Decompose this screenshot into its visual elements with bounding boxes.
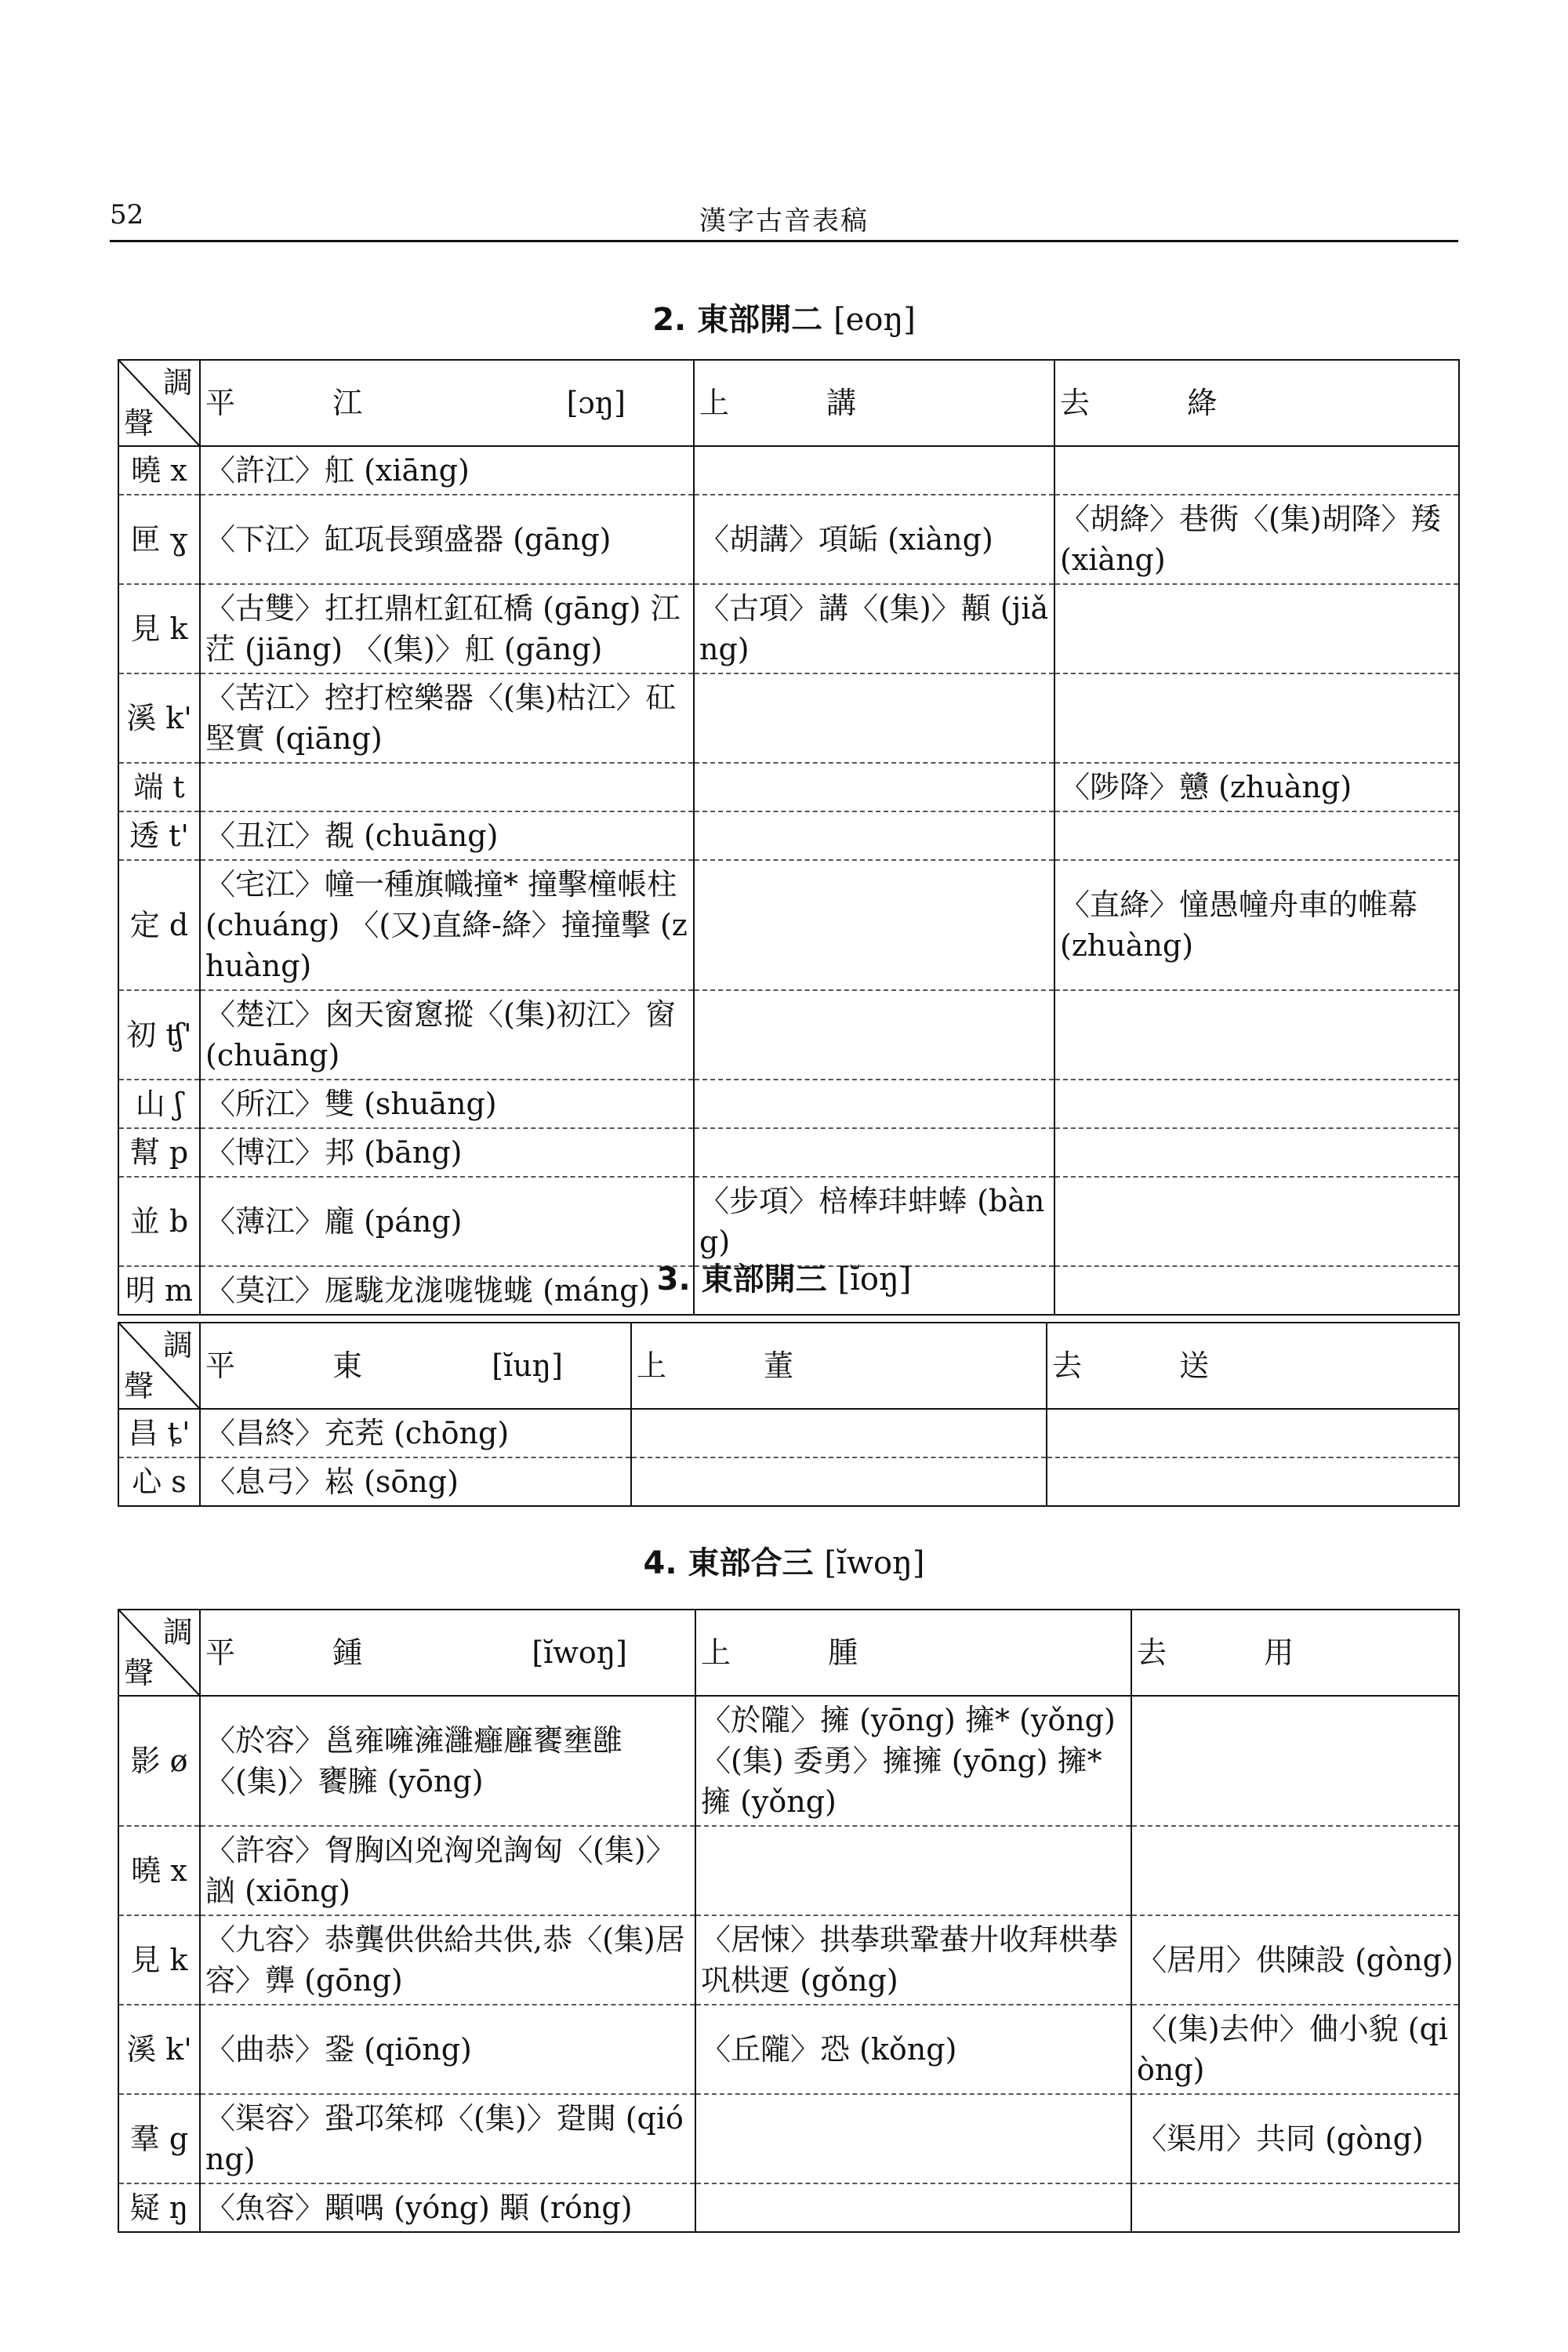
ping-cell: 〈宅江〉幢一種旗幟撞* 撞擊橦帳柱 (chuáng) 〈(又)直絳-絳〉撞撞擊 (zhuàng) (200, 860, 694, 990)
initial-cell: 羣 g (118, 2094, 200, 2183)
tone-header-qu: 去 用 (1131, 1610, 1459, 1696)
header-rule (110, 240, 1458, 242)
ping-cell: 〈楚江〉囪天窗窻摐〈(集)初江〉窗 (chuāng) (200, 990, 694, 1080)
shang-cell: 〈胡講〉項缿 (xiàng) (694, 495, 1054, 584)
table-row (118, 990, 1459, 1080)
section-title-ipa: [eoŋ] (833, 302, 916, 338)
qu-cell (1054, 584, 1459, 673)
shang-cell (631, 1409, 1047, 1457)
qu-cell (1054, 446, 1459, 495)
table-row (118, 1177, 1459, 1266)
shang-cell: 〈於隴〉擁 (yōng) 擁* (yǒng)〈(集) 委勇〉擁擁 (yōng) 擁* 擁 (yǒng) (695, 1696, 1131, 1826)
shang-cell (631, 1457, 1047, 1506)
ping-cell: 〈於容〉邕雍噰澭灉癰廱饔壅雝 〈(集)〉饔臃 (yōng) (200, 1696, 695, 1826)
table-corner: 調 聲 (118, 1610, 200, 1696)
ping-cell: 〈昌終〉充茺 (chōng) (200, 1409, 631, 1457)
shang-cell: 〈步項〉棓棒玤蚌蜯 (bàng) (694, 1177, 1054, 1266)
ping-cell: 〈博江〉邦 (bāng) (200, 1128, 694, 1177)
table-row (118, 860, 1459, 990)
shang-cell (694, 1080, 1054, 1128)
table-corner: 調 聲 (118, 1323, 200, 1409)
shang-cell (695, 2183, 1131, 2232)
phonology-table-dong-kai-san (118, 1322, 1460, 1507)
table-row (118, 673, 1459, 763)
tone-header-qu: 去 絳 (1054, 360, 1459, 446)
initial-cell: 匣 ɣ (118, 495, 200, 584)
qu-cell: 〈陟降〉戇 (zhuàng) (1054, 763, 1459, 811)
shang-cell (694, 860, 1054, 990)
section-title-text: 2. 東部開二 (652, 302, 823, 338)
ping-cell: 〈許江〉舡 (xiāng) (200, 446, 694, 495)
initial-cell: 影 ø (118, 1696, 200, 1826)
shang-cell: 〈古項〉講〈(集)〉顜 (jiǎng) (694, 584, 1054, 673)
ping-cell: 〈魚容〉顒喁 (yóng) 顒 (róng) (200, 2183, 695, 2232)
shang-cell (694, 1128, 1054, 1177)
initial-cell: 見 k (118, 1915, 200, 2005)
section-title-3 (0, 1254, 1568, 1299)
table-row (118, 584, 1459, 673)
shang-cell (694, 990, 1054, 1080)
shang-cell (694, 446, 1054, 495)
initial-cell: 見 k (118, 584, 200, 673)
table-row (118, 1080, 1459, 1128)
phonology-table-dong-he-san (118, 1609, 1460, 2233)
qu-cell: 〈胡絳〉巷衖〈(集)胡降〉䍴 (xiàng) (1054, 495, 1459, 584)
qu-cell: 〈直絳〉憧愚幢舟車的帷幕 (zhuàng) (1054, 860, 1459, 990)
qu-cell (1047, 1457, 1459, 1506)
section-title-ipa: [ĭoŋ] (837, 1261, 912, 1298)
table-row (118, 446, 1459, 495)
tone-header-ping: 平 江 [ɔŋ] (200, 360, 694, 446)
initial-cell: 初 ʧ' (118, 990, 200, 1080)
shang-cell (695, 1826, 1131, 1915)
tone-header-qu: 去 送 (1047, 1323, 1459, 1409)
initial-cell: 心 s (118, 1457, 200, 1506)
qu-cell: 〈(集)去仲〉㑋小貌 (qiòng) (1131, 2005, 1459, 2094)
table-row (118, 1915, 1459, 2005)
shang-cell (695, 2094, 1131, 2183)
table-row (118, 1457, 1459, 1506)
qu-cell (1131, 1826, 1459, 1915)
ping-cell: 〈九容〉恭龔供供給共供,恭〈(集)居容〉龏 (gōng) (200, 1915, 695, 2005)
tone-header-shang: 上 腫 (695, 1610, 1131, 1696)
table-row (118, 1128, 1459, 1177)
running-header-title: 漢字古音表稿 (699, 205, 869, 237)
qu-cell (1131, 2183, 1459, 2232)
initial-cell: 曉 x (118, 446, 200, 495)
tone-header-ping: 平 東 [ĭuŋ] (200, 1323, 631, 1409)
phonology-table-dong-kai-er (118, 359, 1460, 1316)
initial-cell: 山 ʃ (118, 1080, 200, 1128)
section-title-4 (0, 1538, 1568, 1583)
table-row (118, 2094, 1459, 2183)
initial-cell: 昌 ȶ' (118, 1409, 200, 1457)
qu-cell (1054, 1177, 1459, 1266)
initial-cell: 透 t' (118, 811, 200, 860)
initial-cell: 定 d (118, 860, 200, 990)
tone-header-ping: 平 鍾 [ĭwoŋ] (200, 1610, 695, 1696)
ping-cell: 〈許容〉胷胸凶兇洶兇詾匈〈(集)〉訩 (xiōng) (200, 1826, 695, 1915)
qu-cell (1054, 1080, 1459, 1128)
table-row (118, 1409, 1459, 1457)
ping-cell: 〈渠容〉蛩邛䇬桏〈(集)〉跫閧 (qióng) (200, 2094, 695, 2183)
qu-cell: 〈渠用〉共同 (gòng) (1131, 2094, 1459, 2183)
ping-cell (200, 763, 694, 811)
shang-cell (694, 673, 1054, 763)
initial-cell: 溪 k' (118, 673, 200, 763)
qu-cell (1054, 1128, 1459, 1177)
initial-cell: 明 m (118, 1266, 200, 1315)
ping-cell: 〈薄江〉龐 (páng) (200, 1177, 694, 1266)
shang-cell (694, 763, 1054, 811)
table-row (118, 1696, 1459, 1826)
table-corner: 調 聲 (118, 360, 200, 446)
qu-cell (1131, 1696, 1459, 1826)
section-title-ipa: [ĭwoŋ] (824, 1545, 925, 1581)
page-number: 52 (110, 199, 144, 230)
ping-cell: 〈所江〉雙 (shuāng) (200, 1080, 694, 1128)
qu-cell: 〈居用〉供陳設 (gòng) (1131, 1915, 1459, 2005)
ping-cell: 〈息弓〉崧 (sōng) (200, 1457, 631, 1506)
table-row (118, 763, 1459, 811)
ping-cell: 〈丑江〉覩 (chuāng) (200, 811, 694, 860)
ping-cell: 〈莫江〉厖駹龙浝哤牻蛖 (máng) (200, 1266, 694, 1315)
table-row (118, 2183, 1459, 2232)
tone-header-shang: 上 董 (631, 1323, 1047, 1409)
tone-header-shang: 上 講 (694, 360, 1054, 446)
shang-cell: 〈居悚〉拱拲珙鞏蛬廾收拜栱拲 巩栱䢚 (gǒng) (695, 1915, 1131, 2005)
ping-cell: 〈下江〉缸瓨長頸盛器 (gāng) (200, 495, 694, 584)
qu-cell (1047, 1409, 1459, 1457)
section-title-text: 3. 東部開三 (656, 1261, 827, 1298)
shang-cell (694, 811, 1054, 860)
table-row (118, 495, 1459, 584)
initial-cell: 並 b (118, 1177, 200, 1266)
section-title-text: 4. 東部合三 (643, 1545, 814, 1581)
ping-cell: 〈曲恭〉銎 (qiōng) (200, 2005, 695, 2094)
shang-cell: 〈丘隴〉恐 (kǒng) (695, 2005, 1131, 2094)
initial-cell: 曉 x (118, 1826, 200, 1915)
initial-cell: 溪 k' (118, 2005, 200, 2094)
table-row (118, 1826, 1459, 1915)
section-title-2 (0, 295, 1568, 339)
ping-cell: 〈古雙〉扛扛鼎杠釭矼橋 (gāng) 江茳 (jiāng) 〈(集)〉舡 (gāng) (200, 584, 694, 673)
initial-cell: 端 t (118, 763, 200, 811)
qu-cell (1054, 811, 1459, 860)
table-row (118, 811, 1459, 860)
table-row (118, 2005, 1459, 2094)
initial-cell: 幫 p (118, 1128, 200, 1177)
ping-cell: 〈苦江〉控打椌樂器〈(集)枯江〉矼堅實 (qiāng) (200, 673, 694, 763)
qu-cell (1054, 673, 1459, 763)
qu-cell (1054, 990, 1459, 1080)
initial-cell: 疑 ŋ (118, 2183, 200, 2232)
